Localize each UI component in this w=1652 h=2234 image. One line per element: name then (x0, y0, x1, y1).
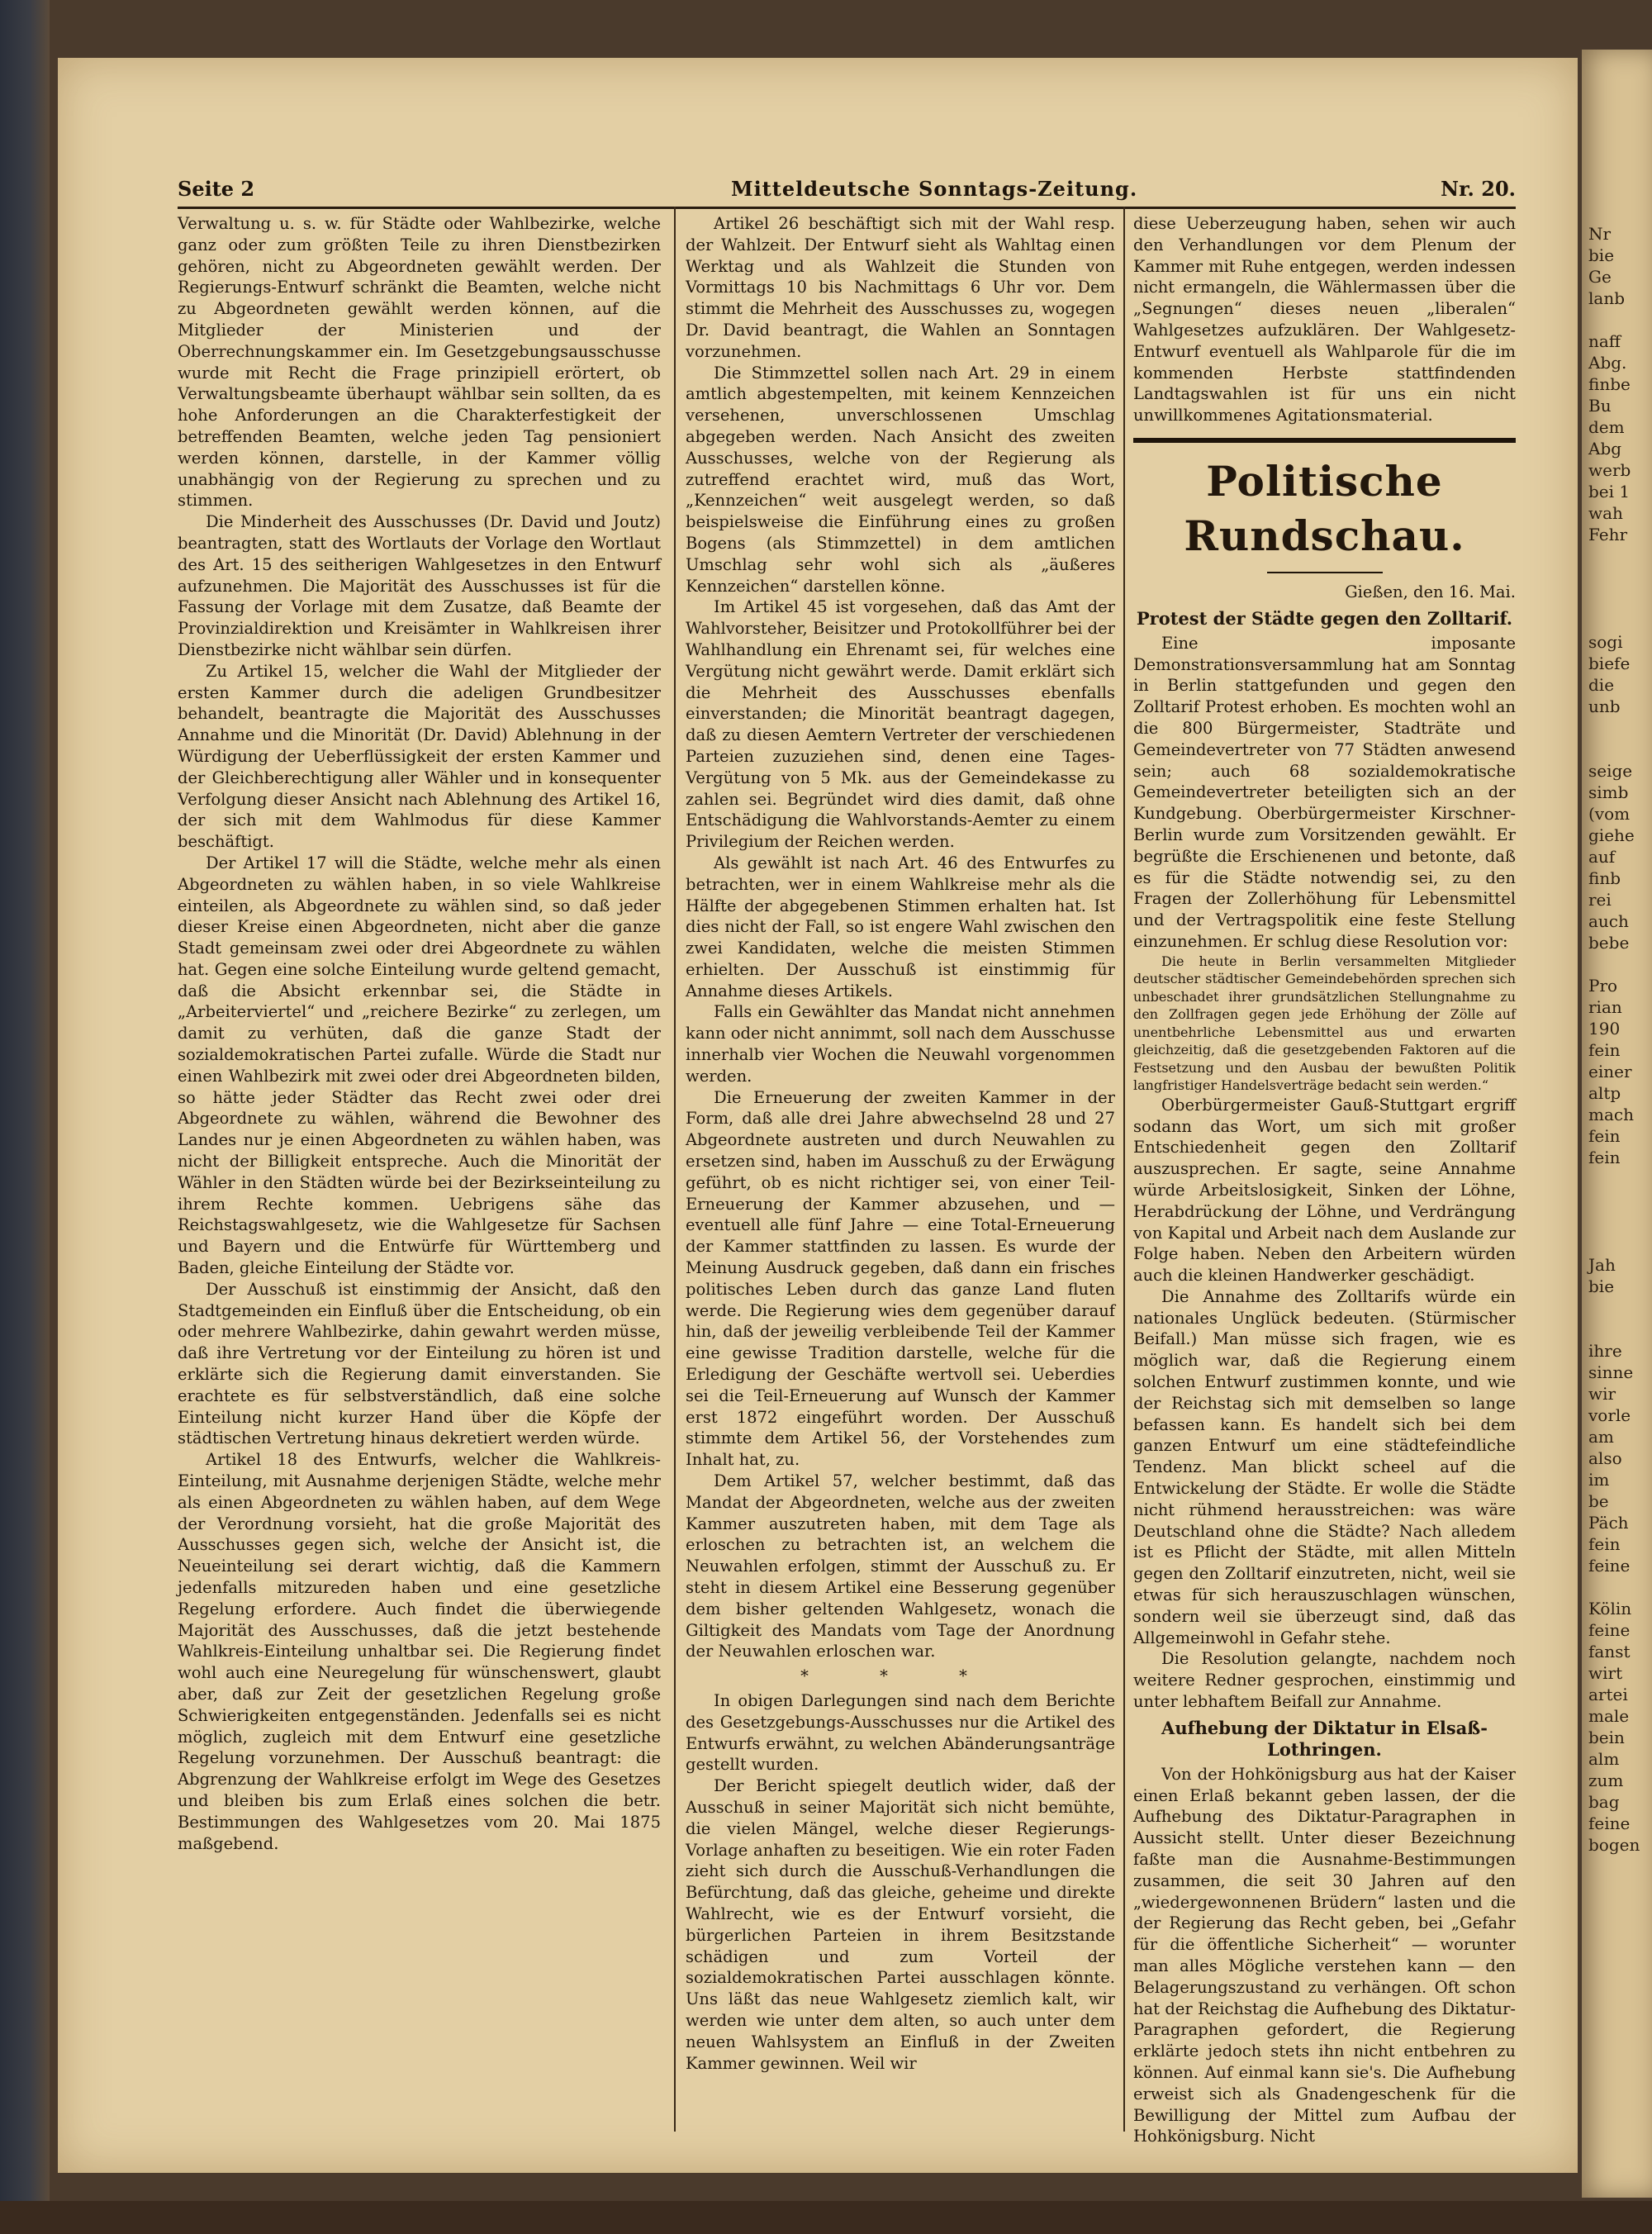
section-stars: * * * (800, 1666, 1000, 1686)
column-3 (1133, 213, 1516, 2163)
paragraph: Der Bericht spiegelt deutlich wider, daß der Ausschuß in seiner Majorität sich nicht bemühte, die vielen Mängel, welche dieser Regierungs-Vorlage anhaften zu beseitigen. Wie ein roter Faden zieht sich durch die Ausschuß-Verhandlungen die Befürchtung, daß das gleiche, geheime und direkte Wahlrecht, wie es der Entwurf vorsieht, die bürgerlichen Parteien in ihrem Besitzstande schädigen und zum Vorteil der sozialdemokratischen Partei ausschlagen könnte. Uns läßt das neue Wahlgesetz ziemlich kalt, wir werden wie unter dem alten, so auch unter dem neuen Wahlsystem an Einfluß in der Zweiten Kammer gewinnen. Weil wir (686, 1776, 1115, 2073)
paragraph: Von der Hohkönigsburg aus hat der Kaiser einen Erlaß bekannt geben lassen, der die Aufhebung des Diktatur-Paragraphen in Aussicht stellt. Unter dieser Bezeichnung faßte man die Ausnahme-Bestimmungen zusammen, die seit 30 Jahren auf den „wiedergewonnenen Brüdern“ lasten und die der Regierung das Recht geben, bei „Gefahr für die öffentliche Sicherheit“ — worunter man alles Mögliche verstehen kann — den Belagerungszustand zu verhängen. Oft schon hat der Reichstag die Aufhebung des Diktatur-Paragraphen gefordert, die Regierung erklärte jedoch stets ihn nicht entbehren zu können. Auf einmal kann sie's. Die Aufhebung erweist sich als Gnadengeschenk für die Bewilligung der Mittel zum Aufbau der Hohkönigsburg. Nicht (1133, 1764, 1516, 2146)
paragraph: Artikel 18 des Entwurfs, welcher die Wahlkreis-Einteilung, mit Ausnahme derjenigen Städte, welche mehr als einen Abgeordneten zu wählen haben, auf dem Wege der Verordnung vorsieht, hat die große Majorität des Ausschusses gegen sich, welche der Ansicht ist, die Neueinteilung sei derart wichtig, daß die Kammern jedenfalls mitzureden haben und eine gesetzliche Regelung erfordere. Auch findet die überwiegende Majorität des Ausschusses, daß die jetzt bestehende Wahlkreis-Einteilung unhaltbar sei. Die Regierung findet wohl auch eine Neuregelung für wünschenswert, glaubt aber, daß zur Zeit der gesetzlichen Regelung große Schwierigkeiten entgegenständen. Jedenfalls sei es nicht möglich, zugleich mit dem Entwurf eine gesetzliche Regelung vorzunehmen. Der Ausschuß beantragt: die Abgrenzung der Wahlkreise erfolgt im Wege des Gesetzes und bleiben bis zum Erlaß eines solchen die betr. Bestimmungen des Wahlgesetzes vom 20. Mai 1875 maßgebend. (178, 1450, 661, 1853)
dateline: Gießen, den 16. Mai. (1345, 582, 1516, 601)
paragraph: Eine imposante Demonstrationsversammlung hat am Sonntag in Berlin stattgefunden und gegen den Zolltarif Protest erhoben. Es mochten wohl an die 800 Bürgermeister, Stadträte und Gemeindevertreter von 77 Städten anwesend sein; auch 68 sozialdemokratische Gemeindevertreter beteiligten sich an der Kundgebung. Oberbürgermeister Kirschner-Berlin wurde zum Vorsitzenden gewählt. Er begrüßte die Erschienenen und betonte, daß es für die Städte notwendig sei, zu den Fragen der Zollerhöhung für Lebensmittel und der Vertragspolitik eine feste Stellung einzunehmen. Er schlug diese Resolution vor: (1133, 633, 1516, 951)
paragraph: Die Stimmzettel sollen nach Art. 29 in einem amtlich abgestempelten, mit keinem Kennzeichen versehenen, unverschlossenen Umschlag abgegeben werden. Nach Ansicht des zweiten Ausschusses, welche von der Regierung als zutreffend erachtet wird, muß das Wort, „Kennzeichen“ weit ausgelegt werden, so daß beispielsweise die Einführung eines zu großen Bogens (als Stimmzettel) in dem amtlichen Umschlag sehr wohl sich als „äußeres Kennzeichen“ darstellen könne. (686, 363, 1115, 596)
column-rule (674, 207, 676, 2132)
paragraph: Der Ausschuß ist einstimmig der Ansicht, daß den Stadtgemeinden ein Einfluß über die Entscheidung, ob ein oder mehrere Wahlbezirke, dahin gewahrt werden müsse, daß ihre Vertretung vor der Einteilung zu hören ist und erklärte sich die Regierung damit einverstanden. Sie erachtete es für selbstverständlich, daß eine solche Einteilung nicht kurzer Hand über die Köpfe der städtischen Vertretung hinaus dekretiert werden würde. (178, 1279, 661, 1448)
paragraph: Dem Artikel 57, welcher bestimmt, daß das Mandat der Abgeordneten, welche aus der zweiten Kammer auszutreten haben, mit dem Tage als erloschen zu betrachten ist, an welchem die Neuwahlen erfolgen, stimmt der Ausschuß zu. Er steht in diesem Artikel eine Besserung gegenüber dem bisher geltenden Wahlgesetz, wonach die Giltigkeit des Mandats vom Tage der Anordnung der Neuwahlen erloschen war. (686, 1471, 1115, 1661)
adjacent-page-text: Nr bie Ge lanb naff Abg. finbe Bu dem Abg werb bei 1 wah Fehr sogi biefe die unb seige simb (vom giehe auf finb rei auch bebe Pro rian 190 fein einer altp mach fein fein Jah bie ihre sinne wir vorle am also im be Päch fein feine Kölin feine fanst wirt artei male bein alm zum bag feine bogen (1588, 224, 1640, 1855)
paragraph: Verwaltung u. s. w. für Städte oder Wahlbezirke, welche ganz oder zum größten Teile zu ihren Dienstbezirken gehören, nicht zu Abgeordneten gewählt werden. Der Regierungs-Entwurf schränkt die Beamten, welche nicht zu Abgeordneten gewählt werden können, auf die Mitglieder der Ministerien und der Oberrechnungskammer ein. Im Gesetzgebungsausschusse wurde mit Recht die Frage prinzipiell erörtert, ob Verwaltungsbeamte überhaupt wählbar sein sollten, da es hohe Anforderungen an die Charakterfestigkeit der betreffenden Beamten, welche jeden Tag pensioniert werden können, darstelle, in der Kammer völlig unabhängig von der Regierung zu sprechen und zu stimmen. (178, 214, 661, 511)
newspaper-title: Mitteldeutsche Sonntags-Zeitung. (731, 177, 1138, 201)
column-rule (1123, 207, 1125, 2132)
section-title: Politische Rundschau. (1184, 456, 1465, 560)
paragraph: Falls ein Gewählter das Mandat nicht annehmen kann oder nicht annimmt, soll nach dem Ausschusse innerhalb vier Wochen die Neuwahl vorgenommen werden. (686, 1002, 1115, 1086)
adjacent-page-fragment (1582, 50, 1652, 2198)
article-title: Aufhebung der Diktatur in Elsaß-Lothringen. (1161, 1717, 1488, 1760)
paragraph: Oberbürgermeister Gauß-Stuttgart ergriff sodann das Wort, um sich mit großer Entschiedenheit gegen den Zolltarif auszusprechen. Er sagte, seine Annahme würde Arbeitslosigkeit, Sinken der Löhne, Herabdrückung der Löhne, und Verdrängung von Kapital und Arbeit nach dem Auslande zur Folge haben. Neben den Arbeitern würden auch die kleinen Handwerker geschädigt. (1133, 1095, 1516, 1286)
paragraph: Die Annahme des Zolltarifs würde ein nationales Unglück bedeuten. (Stürmischer Beifall.) Man müsse sich fragen, wie es möglich war, daß die Regierung einem solchen Entwurf zustimmen konnte, und wie der Reichstag sich mit demselben so lange befassen kann. Es handelt sich bei dem ganzen Entwurf um eine städtefeindliche Tendenz. Man blickt scheel auf die Entwickelung der Städte. Er wolle die Städte nicht rühmend herausstreichen: was wäre Deutschland ohne die Städte? Nach alledem ist es Pflicht der Städte, mit allen Mitteln gegen den Zolltarif einzutreten, nicht, weil sie etwas für sich herauszuschlagen wünschen, sondern weil sie überzeugt sind, daß das Allgemeinwohl in Gefahr stehe. (1133, 1286, 1516, 1647)
title-rule (1267, 572, 1383, 573)
paragraph: diese Ueberzeugung haben, sehen wir auch den Verhandlungen vor dem Plenum der Kammer mit Ruhe entgegen, werden indessen nicht ermangeln, die Wählermassen über die „Segnungen“ dieses neuen „liberalen“ Wahlgesetzes aufzuklären. Der Wahlgesetz-Entwurf eventuell als Wahlparole für die im kommenden Herbste stattfindenden Landtagswahlen ist für uns ein nicht unwillkommenes Agitationsmaterial. (1133, 214, 1516, 425)
column-2 (686, 213, 1115, 2163)
paragraph: Der Artikel 17 will die Städte, welche mehr als einen Abgeordneten zu wählen haben, in so viele Wahlkreise einteilen, als Abgeordnete zu wählen sind, so daß jeder dieser Kreise einen Abgeordneten, nicht aber die ganze Stadt gemeinsam zwei oder drei Abgeordnete zu wählen hat. Gegen eine solche Einteilung wurde geltend gemacht, daß die Absicht erkennbar sei, die Städte in „Arbeiterviertel“ und „reichere Bezirke“ zu zerlegen, um damit zu verhüten, daß die ganze Stadt der sozialdemokratischen Partei zufalle. Würde die Stadt nur einen Wahlbezirk mit zwei oder drei Abgeordneten bilden, so hätte jeder Städter das Recht zwei oder drei Abgeordnete zu wählen, während die Bewohner des Landes nur je einen Abgeordneten zu wählen haben, was nicht der Billigkeit entspreche. Auch die Minorität der Wähler in den Städten würde bei der Bezirkseinteilung zu ihrem Rechte kommen. Uebrigens sähe das Reichstagswahlgesetz, wie die Wahlgesetze für Sachsen und Bayern und die Entwürfe für Württemberg und Baden, gleiche Einteilung der Städte vor. (178, 853, 661, 1278)
column-1 (178, 213, 661, 2113)
issue-number: Nr. 20. (1441, 177, 1516, 201)
paragraph: Artikel 26 beschäftigt sich mit der Wahl resp. der Wahlzeit. Der Entwurf sieht als Wahltag einen Werktag und als Wahlzeit die Stunden von Vormittags 10 bis Nachmittags 6 Uhr vor. Dem stimmt die Mehrheit des Ausschusses zu, wogegen Dr. David beantragt, die Wahlen an Sonntagen vorzunehmen. (686, 214, 1115, 361)
book-cover-edge (0, 0, 50, 2234)
section-divider (1133, 438, 1516, 443)
paragraph: Zu Artikel 15, welcher die Wahl der Mitglieder der ersten Kammer durch die adeligen Grundbesitzer behandelt, beantragte die Majorität des Ausschusses Annahme und die Minorität (Dr. David) Ablehnung in der Würdigung der Ueberflüssigkeit der ersten Kammer und der Gleichberechtigung aller Wähler und in konsequenter Verfolgung dieser Ansicht nach Ablehnung des Artikel 16, der sich mit dem Wahlmodus für diese Kammer beschäftigt. (178, 661, 661, 852)
paragraph: Die Erneuerung der zweiten Kammer in der Form, daß alle drei Jahre abwechselnd 28 und 27 Abgeordnete austreten und durch Neuwahlen zu ersetzen sind, haben im Ausschuß zu der Erwägung geführt, ob es nicht richtiger sei, von einer Teil-Erneuerung der Kammer abzusehen, und — eventuell alle fünf Jahre — eine Total-Erneuerung der Kammer stattfinden zu lassen. Es wurde der Meinung Ausdruck gegeben, daß dann ein frisches politisches Leben durch das ganze Land fluten werde. Die Regierung wies dem gegenüber darauf hin, daß der jeweilig verbleibende Teil der Kammer eine gewisse Tradition darstelle, welche für die Erledigung der Geschäfte wertvoll sei. Ueberdies sei die Teil-Erneuerung auf Wunsch der Kammer erst 1872 eingeführt worden. Der Ausschuß stimmte dem Artikel 56, der Vorstehendes zum Inhalt hat, zu. (686, 1087, 1115, 1470)
paragraph: Die Minderheit des Ausschusses (Dr. David und Joutz) beantragten, statt des Wortlauts der Vorlage den Wortlaut des Art. 15 des seitherigen Wahlgesetzes in den Entwurf aufzunehmen. Die Majorität des Ausschusses ist für die Fassung der Vorlage mit dem Zusatze, daß Beamte der Provinzialdirektion und Kreisämter in Wahlkreisen ihrer Dienstbezirke nicht wählbar sein dürfen. (178, 512, 661, 659)
page-number: Seite 2 (178, 177, 255, 201)
book-bottom-edge (0, 2201, 1652, 2234)
paragraph: In obigen Darlegungen sind nach dem Berichte des Gesetzgebungs-Ausschusses nur die Artikel des Entwurfs erwähnt, zu welchen Abänderungsanträge gestellt wurden. (686, 1690, 1115, 1775)
paragraph: Die Resolution gelangte, nachdem noch weitere Redner gesprochen, einstimmig und unter lebhaftem Beifall zur Annahme. (1133, 1649, 1516, 1712)
paragraph: Als gewählt ist nach Art. 46 des Entwurfes zu betrachten, wer in einem Wahlkreise mehr als die Hälfte der abgegebenen Stimmen erhalten hat. Ist dies nicht der Fall, so ist engere Wahl zwischen den zwei Kandidaten, welche die meisten Stimmen erhielten. Der Ausschuß ist einstimmig für Annahme dieses Artikels. (686, 853, 1115, 1001)
paragraph: Im Artikel 45 ist vorgesehen, daß das Amt der Wahlvorsteher, Beisitzer und Protokollführer bei der Wahlhandlung ein Ehrenamt sei, für welches eine Vergütung nicht gewährt werde. Damit erklärt sich die Mehrheit des Ausschusses ebenfalls einverstanden; die Minorität beantragt dagegen, daß zu diesen Aemtern Vertreter der verschiedenen Parteien zuzuziehen sind, denen eine Tages-Vergütung von 5 Mk. aus der Gemeindekasse zu zahlen sei. Begründet wird dies damit, daß ohne Entschädigung die Wahlvorstands-Aemter zu einem Privilegium der Reichen werden. (686, 597, 1115, 852)
article-title: Protest der Städte gegen den Zolltarif. (1136, 607, 1513, 629)
page-header (178, 173, 1516, 209)
resolution-text: Die heute in Berlin versammelten Mitglieder deutscher städtischer Gemeindebehörden sprechen sich unbeschadet ihrer grundsätzlichen Stellungnahme zu den Zollfragen gegen jede Erhöhung der Zölle auf unentbehrliche Lebensmittel aus und erwarten gleichzeitig, daß die gesetzgebenden Faktoren auf die Festsetzung und den Ausbau der bewußten Politik langfristiger Handelsverträge bedacht sein werden.“ (1133, 953, 1516, 1094)
